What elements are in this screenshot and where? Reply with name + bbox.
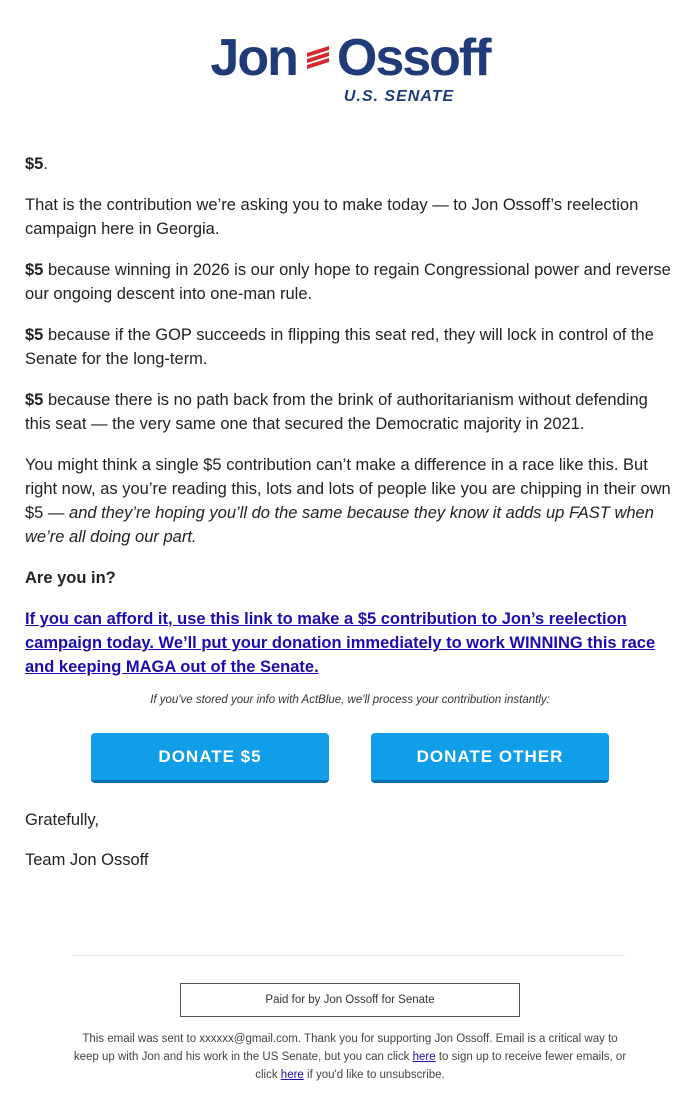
email-body [25,152,677,679]
logo-first-name: Jon [210,29,297,87]
paragraph-intro: That is the contribution we’re asking you to make today — to Jon Ossoff’s reelection campaign here in Georgia. [25,196,639,238]
paragraph-reason-3: $5 because there is no path back from the brink of authoritarianism without defending this seat — the very same one that secured the Democratic majority in 2021. [25,391,648,433]
paid-for-disclaimer: Paid for by Jon Ossoff for Senate [180,983,520,1017]
question-heading: Are you in? [25,569,116,587]
logo-wordmark [210,30,489,86]
logo-last-name: Ossoff [336,29,490,87]
closing-text: Gratefully, [25,811,99,829]
donate-5-button[interactable]: DONATE $5 [91,733,329,783]
signature-text: Team Jon Ossoff [25,851,149,869]
amount-heading: $5. [25,155,48,173]
paragraph-appeal: You might think a single $5 contribution can’t make a difference in a race like this. But right now, as you’re reading this, lots and lots of people like you are chipping in their own $5 — and they’re hoping you’ll do the same because they know it adds up FAST when we’re all doing our part. [25,456,671,546]
paragraph-reason-1: $5 because winning in 2026 is our only hope to regain Congressional power and reverse our ongoing descent into one-man rule. [25,261,671,303]
logo-subtitle: U.S. SENATE [343,88,455,105]
donate-other-button[interactable]: DONATE OTHER [371,733,609,783]
flag-stripes-icon [303,30,333,86]
unsubscribe-link[interactable]: here [280,1069,304,1081]
donate-text-link[interactable]: If you can afford it, use this link to make a $5 contribution to Jon’s reelection campaign today. We’ll put your donation immediately to work WINNING this race and keeping MAGA out of the Senate. [25,610,656,676]
footer-text: This email was sent to xxxxxx@gmail.com. Thank you for supporting Jon Ossoff. Email is a critical way to keep up with Jon and his work in the US Senate, but you can click here to sign up to receive fewer emails, or click here if you'd like to unsubscribe. [73,1033,627,1081]
footer-divider [73,955,625,956]
signoff [25,808,149,888]
actblue-note: If you've stored your info with ActBlue, we'll process your contribution instantly: [150,694,550,706]
fewer-emails-link[interactable]: here [412,1051,436,1063]
paragraph-reason-2: $5 because if the GOP succeeds in flipping this seat red, they will lock in control of the Senate for the long-term. [25,326,654,368]
campaign-logo [0,30,700,106]
